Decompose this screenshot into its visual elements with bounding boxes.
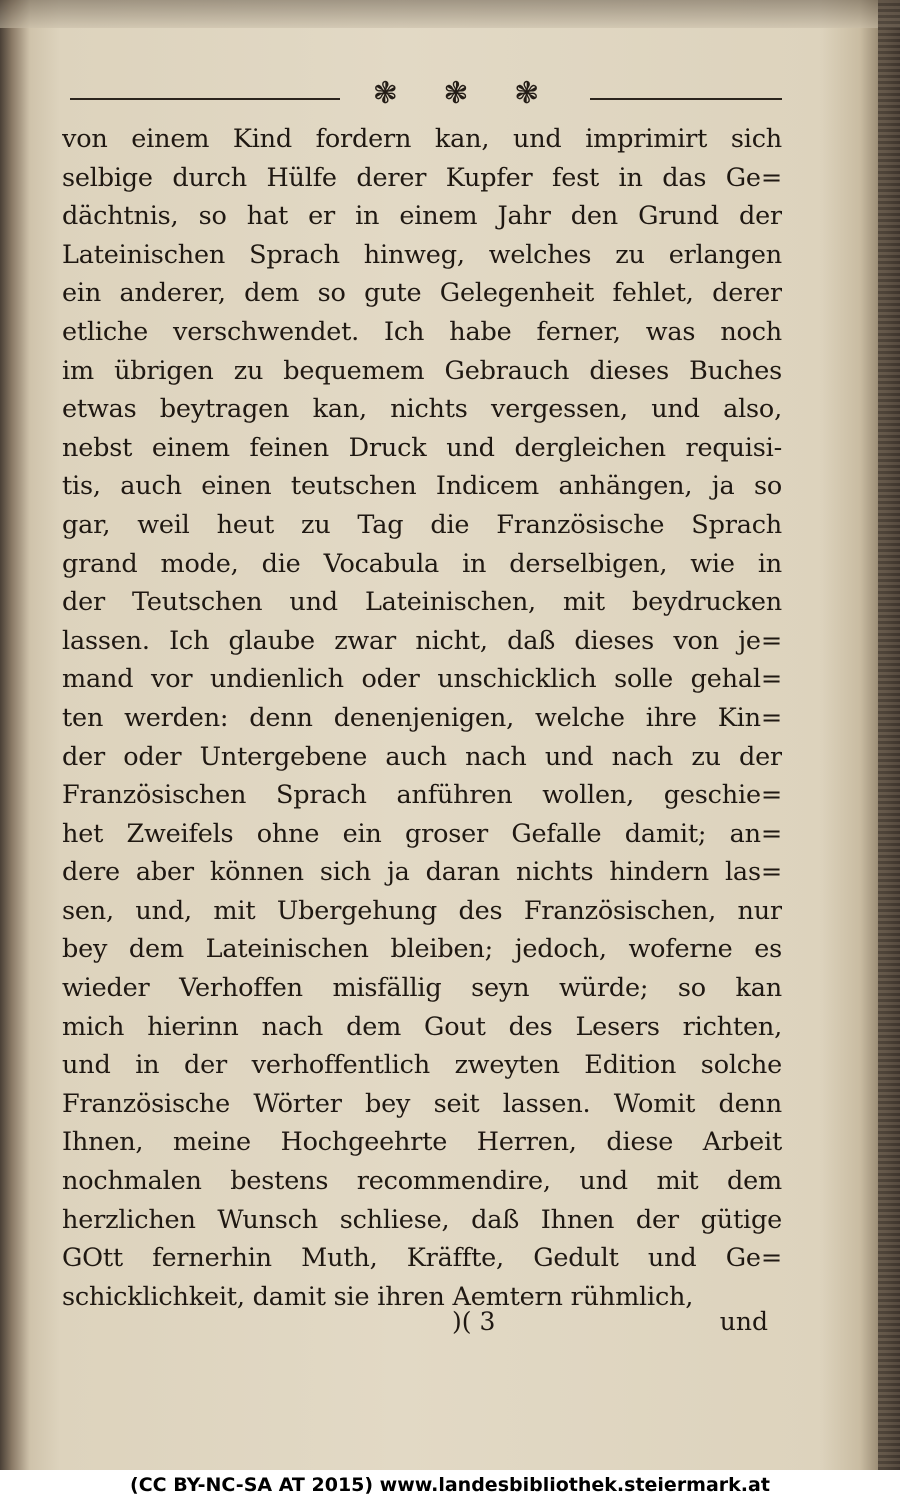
text-line: bey dem Lateinischen bleiben; jedoch, woferne es [62, 934, 782, 965]
text-line: mich hierinn nach dem Gout des Lesers richten, [62, 1011, 782, 1042]
text-line: wieder Verhoffen misfällig seyn würde; so kan [62, 973, 782, 1004]
text-line: und in der verhoffentlich zweyten Edition solche [62, 1050, 782, 1081]
text-line: der oder Untergebene auch nach und nach zu der [62, 741, 782, 772]
copyright-credit: (CC BY-NC-SA AT 2015) www.landesbibliothek.steiermark.at [0, 1470, 900, 1501]
text-line: von einem Kind fordern kan, und imprimirt sich [62, 124, 782, 154]
text-line: mand vor undienlich oder unschicklich solle gehal= [62, 664, 782, 695]
text-line: het Zweifels ohne ein groser Gefalle damit; an= [62, 818, 782, 849]
catchword: und [719, 1307, 768, 1336]
text-line: selbige durch Hülfe derer Kupfer fest in das Ge= [62, 162, 782, 193]
header-rule-right [590, 98, 782, 100]
body-text [62, 120, 782, 1316]
text-line: Französischen Sprach anführen wollen, geschie= [62, 780, 782, 811]
text-line: schicklichkeit, damit sie ihren Aemtern rühmlich, [62, 1281, 694, 1312]
text-line: GOtt fernerhin Muth, Kräffte, Gedult und Ge= [62, 1243, 782, 1274]
text-line: tis, auch einen teutschen Indicem anhängen, ja so [62, 471, 782, 502]
page-footer [62, 1302, 782, 1342]
signature-mark: )( 3 [452, 1307, 496, 1336]
header-ornament: ❃ ❃ ❃ [372, 76, 558, 111]
book-edge [878, 0, 900, 1470]
text-line: lassen. Ich glaube zwar nicht, daß dieses von je= [62, 625, 782, 656]
text-line: ten werden: denn denenjenigen, welche ihre Kin= [62, 702, 782, 733]
text-line: grand mode, die Vocabula in derselbigen, wie in [62, 548, 782, 579]
text-line: der Teutschen und Lateinischen, mit beydrucken [62, 587, 782, 618]
text-line: ein anderer, dem so gute Gelegenheit fehlet, derer [62, 278, 782, 309]
text-line: herzlichen Wunsch schliese, daß Ihnen der gütige [62, 1204, 782, 1235]
text-line: im übrigen zu bequemem Gebrauch dieses Buches [62, 355, 782, 386]
header-rule-left [70, 98, 340, 100]
text-line: dächtnis, so hat er in einem Jahr den Grund der [62, 201, 782, 232]
text-line: etwas beytragen kan, nichts vergessen, und also, [62, 394, 782, 425]
page-header [70, 68, 782, 118]
text-line: sen, und, mit Ubergehung des Französischen, nur [62, 895, 782, 926]
text-line: Französische Wörter bey seit lassen. Womit denn [62, 1088, 782, 1119]
text-line: nochmalen bestens recommendire, und mit dem [62, 1166, 782, 1197]
text-line: gar, weil heut zu Tag die Französische Sprach [62, 509, 782, 540]
text-line: dere aber können sich ja daran nichts hindern las= [62, 857, 782, 888]
text-line: Ihnen, meine Hochgeehrte Herren, diese Arbeit [62, 1127, 782, 1158]
page-top-edge [0, 0, 900, 28]
text-line: nebst einem feinen Druck und dergleichen requisi- [62, 432, 782, 463]
text-line: etliche verschwendet. Ich habe ferner, was noch [62, 316, 782, 347]
text-line: Lateinischen Sprach hinweg, welches zu erlangen [62, 239, 782, 270]
